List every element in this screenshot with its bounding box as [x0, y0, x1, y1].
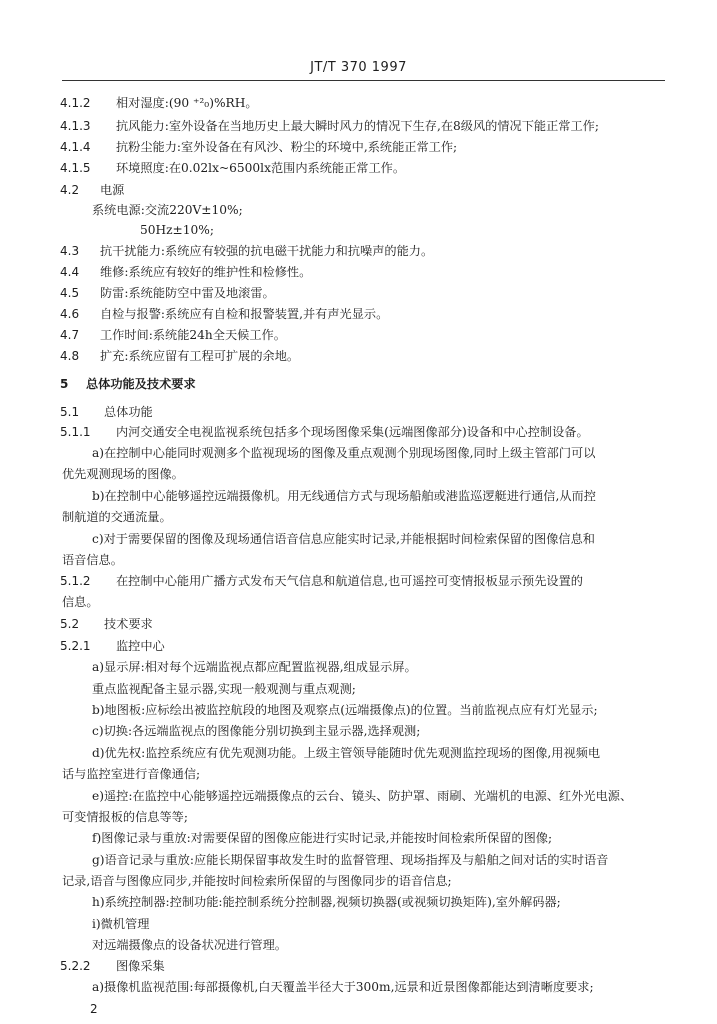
- clause-number: 4.8: [60, 349, 80, 363]
- clause-text: 总体功能: [104, 405, 153, 419]
- clause-4-7: [60, 327, 286, 343]
- clause-4-6: [60, 306, 388, 322]
- power-frequency: 50Hz±10%;: [140, 223, 214, 237]
- clause-5-2-1: [60, 638, 165, 654]
- clause-number: 4.1.2: [60, 96, 91, 110]
- clause-number: 4.5: [60, 286, 80, 300]
- monitor-item-a-cont: 重点监视配备主显示器,实现一般观测与重点观测;: [92, 682, 356, 696]
- clause-4-8: [60, 348, 299, 364]
- monitor-item-e-line1: e)遥控:在监控中心能够遥控远端摄像点的云台、镜头、防护罩、雨刷、光端机的电源、红外光电源、: [92, 789, 633, 803]
- monitor-item-g-line2: 记录,语音与图像应同步,并能按时间检索所保留的与图像同步的语音信息;: [62, 874, 452, 888]
- clause-number: 5.1: [60, 405, 80, 419]
- monitor-item-c: c)切换:各远端监视点的图像能分别切换到主显示器,选择观测;: [92, 724, 421, 738]
- clause-text: 技术要求: [104, 617, 153, 631]
- clause-4-2: [60, 182, 124, 198]
- item-a-line2: 优先观测现场的图像。: [62, 467, 184, 481]
- clause-number: 4.4: [60, 265, 80, 279]
- clause-4-5: [60, 285, 275, 301]
- clause-4-4: [60, 264, 311, 280]
- item-b-line1: b)在控制中心能够遥控远端摄像机。用无线通信方式与现场船舶或港监巡逻艇进行通信,从而控: [92, 489, 596, 503]
- clause-text: 扩充:系统应留有工程可扩展的余地。: [100, 349, 300, 363]
- clause-number: 4.1.5: [60, 161, 91, 175]
- monitor-item-b: b)地图板:应标绘出被监控航段的地图及观察点(远端摄像点)的位置。当前监视点应有灯光显示;: [92, 703, 598, 717]
- monitor-item-d-line2: 话与监控室进行音像通信;: [62, 767, 201, 781]
- clause-5-1: [60, 404, 153, 420]
- monitor-item-h: h)系统控制器:控制功能:能控制系统分控制器,视频切换器(或视频切换矩阵),室外解码器;: [92, 895, 561, 909]
- monitor-item-i: i)微机管理: [92, 917, 150, 931]
- header-rule: [62, 80, 665, 81]
- page-number: 2: [90, 1002, 98, 1016]
- clause-5-2: [60, 616, 153, 632]
- item-c-line1: c)对于需要保留的图像及现场通信语音信息应能实时记录,并能根据时间检索保留的图像信息和: [92, 532, 595, 546]
- clause-text: 抗风能力:室外设备在当地历史上最大瞬时风力的情况下生存,在8级风的情况下能正常工作;: [116, 119, 599, 133]
- clause-number: 4.1.3: [60, 119, 91, 133]
- clause-number: 5.2.2: [60, 959, 91, 973]
- item-b-line2: 制航道的交通流量。: [62, 510, 172, 524]
- clause-text: 电源: [100, 183, 125, 197]
- clause-text: 抗干扰能力:系统应有较强的抗电磁干扰能力和抗噪声的能力。: [100, 244, 434, 258]
- clause-text: 自检与报警:系统应有自检和报警装置,并有声光显示。: [100, 307, 389, 321]
- section-title: 总体功能及技术要求: [86, 377, 196, 391]
- clause-text: 图像采集: [116, 959, 165, 973]
- clause-4-1-5: [60, 160, 405, 176]
- section-5-heading: [60, 376, 196, 392]
- clause-text: 抗粉尘能力:室外设备在有风沙、粉尘的环境中,系统能正常工作;: [116, 140, 458, 154]
- clause-text: 相对湿度:(90 ⁺²₀)%RH。: [116, 96, 258, 110]
- monitor-item-d-line1: d)优先权:监控系统应有优先观测功能。上级主管领导能随时优先观测监控现场的图像,用视频电: [92, 746, 601, 760]
- clause-text: 维修:系统应有较好的维护性和检修性。: [100, 265, 312, 279]
- monitor-item-a: a)显示屏:相对每个远端监视点都应配置监视器,组成显示屏。: [92, 660, 417, 674]
- clause-text: 防雷:系统能防空中雷及地滚雷。: [100, 286, 275, 300]
- page-header: JT/T 370 1997: [310, 60, 407, 75]
- monitor-item-f: f)图像记录与重放:对需要保留的图像应能进行实时记录,并能按时间检索所保留的图像;: [92, 831, 553, 845]
- power-voltage: 系统电源:交流220V±10%;: [92, 203, 243, 217]
- item-c-line2: 语音信息。: [62, 553, 123, 567]
- clause-text: 工作时间:系统能24h全天候工作。: [100, 328, 286, 342]
- clause-4-1-2: [60, 95, 258, 111]
- clause-4-3: [60, 243, 433, 259]
- clause-5-2-2: [60, 958, 165, 974]
- clause-4-1-4: [60, 139, 457, 155]
- clause-4-1-3: [60, 118, 599, 134]
- monitor-item-e-line2: 可变情报板的信息等等;: [62, 810, 188, 824]
- clause-text: 在控制中心能用广播方式发布天气信息和航道信息,也可遥控可变情报板显示预先设置的: [116, 574, 583, 588]
- clause-number: 5.2: [60, 617, 80, 631]
- clause-text: 监控中心: [116, 639, 165, 653]
- clause-number: 5.1.2: [60, 574, 91, 588]
- clause-number: 5.1.1: [60, 425, 91, 439]
- section-number: 5: [60, 377, 69, 391]
- monitor-item-i-cont: 对远端摄像点的设备状况进行管理。: [92, 938, 287, 952]
- clause-text: 内河交通安全电视监视系统包括多个现场图像采集(远端图像部分)设备和中心控制设备。: [116, 425, 589, 439]
- clause-5-1-1: [60, 424, 589, 440]
- clause-number: 4.6: [60, 307, 80, 321]
- clause-number: 5.2.1: [60, 639, 91, 653]
- clause-5-1-2-cont: 信息。: [62, 595, 99, 609]
- clause-number: 4.1.4: [60, 140, 91, 154]
- clause-number: 4.3: [60, 244, 80, 258]
- camera-item-a: a)摄像机监视范围:每部摄像机,白天覆盖半径大于300m,远景和近景图像都能达到清晰度要求;: [92, 980, 594, 994]
- item-a-line1: a)在控制中心能同时观测多个监视现场的图像及重点观测个别现场图像,同时上级主管部门可以: [92, 446, 596, 460]
- clause-number: 4.7: [60, 328, 80, 342]
- clause-number: 4.2: [60, 183, 80, 197]
- clause-5-1-2: [60, 573, 583, 589]
- clause-text: 环境照度:在0.02lx~6500lx范围内系统能正常工作。: [116, 161, 406, 175]
- monitor-item-g-line1: g)语音记录与重放:应能长期保留事故发生时的监督管理、现场指挥及与船舶之间对话的实时语音: [92, 853, 609, 867]
